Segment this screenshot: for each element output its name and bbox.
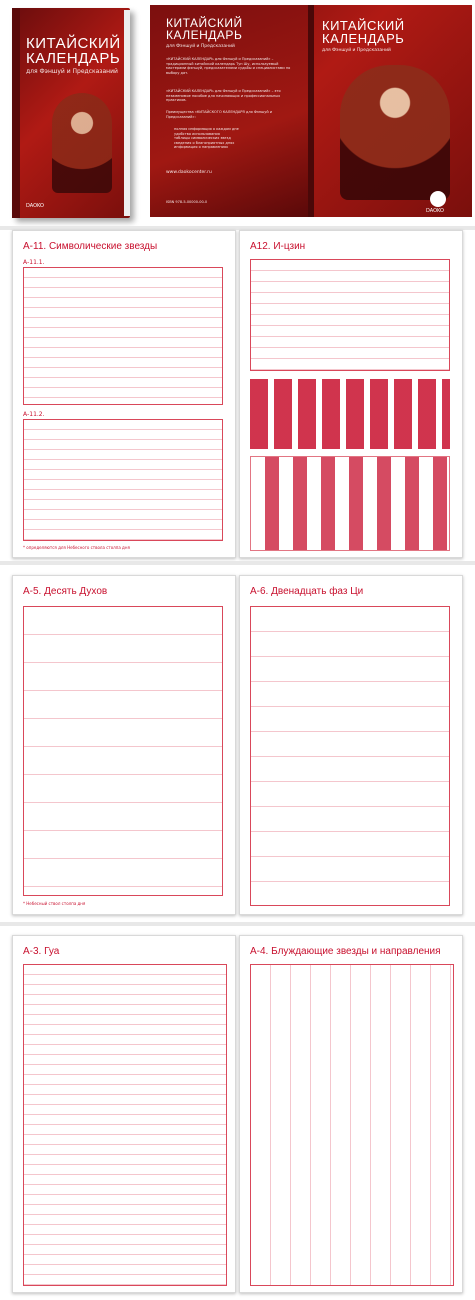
bullet-list	[174, 127, 294, 150]
book-3d-logo: DAOKO	[26, 203, 44, 209]
subsection-label-2: А-11.2.	[23, 411, 45, 418]
table-a11-2	[23, 419, 223, 541]
page-a11	[12, 230, 236, 558]
sage-illustration	[340, 65, 450, 200]
table-a3	[23, 964, 227, 1286]
bullet-3: таблицы символических звезд	[174, 136, 231, 140]
desc-para-3: Преимущества «КИТАЙСКОГО КАЛЕНДАРЯ для Фэншуй и Предсказаний»:	[166, 110, 272, 119]
bullet-5: информация о направлениях	[174, 145, 229, 149]
front-subtitle: для Фэншуй и Предсказаний	[322, 48, 391, 53]
bullet-1: полная информация о каждом дне	[174, 127, 239, 131]
front-logo: DAOKO	[426, 208, 444, 214]
table-a11-1	[23, 267, 223, 405]
page-a4	[239, 935, 463, 1293]
hero-section	[0, 0, 475, 225]
book-3d-title-2: КАЛЕНДАРЬ	[26, 50, 121, 67]
table-a12	[250, 259, 450, 371]
trigram-rows	[250, 379, 450, 449]
table-a4	[250, 964, 454, 1286]
isbn: ISBN 978-5-00000-00-0	[166, 200, 208, 204]
book-3d-spine	[12, 8, 20, 218]
page-a12	[239, 230, 463, 558]
book-spine	[308, 5, 314, 217]
table-a6	[250, 606, 450, 906]
site-url: www.daokocenter.ru	[166, 170, 212, 175]
page-title: А-5. Десять Духов	[23, 586, 108, 597]
desc-para-1: «КИТАЙСКИЙ КАЛЕНДАРЬ для Фэншуй и Предсказаний» – традиционный китайский календарь Тун Шу, используемый мастерами фэншуй, предсказателями судьбы и специалистами по выбору дат.	[166, 57, 291, 75]
page-title: А-3. Гуа	[23, 946, 60, 957]
separator-2	[0, 561, 475, 565]
footnote: * Небесный ствол столпа дня	[23, 901, 86, 906]
bullet-2: удобство использования	[174, 131, 220, 136]
book-3d	[12, 8, 130, 218]
page-a5	[12, 575, 236, 915]
subsection-label-1: А-11.1.	[23, 259, 45, 266]
symbol-grid	[250, 456, 450, 551]
page-a6	[239, 575, 463, 915]
front-title-2: КАЛЕНДАРЬ	[322, 31, 405, 46]
page-title: А-4. Блуждающие звезды и направления	[250, 946, 441, 957]
back-subtitle: для Фэншуй и Предсказаний	[166, 44, 235, 49]
footnote: * определяются для Небесного ствола столпа дня	[23, 545, 130, 550]
book-3d-title-1: КИТАЙСКИЙ	[26, 35, 121, 52]
front-title-1: КИТАЙСКИЙ	[322, 18, 405, 33]
separator-3	[0, 922, 475, 926]
desc-para-2: «КИТАЙСКИЙ КАЛЕНДАРЬ для Фэншуй и Предсказаний» – это незаменимое пособие для начинающих и профессиональных практиков.	[166, 89, 281, 102]
book-flat	[150, 5, 472, 217]
book-3d-illustration	[52, 93, 112, 193]
bullet-4: сведения о благоприятных днях	[174, 140, 235, 145]
page-title: А-11. Символические звезды	[23, 241, 158, 252]
page-title: А-6. Двенадцать фаз Ци	[250, 586, 364, 597]
page-a3	[12, 935, 236, 1293]
back-title: КИТАЙСКИЙ КАЛЕНДАРЬ	[166, 16, 243, 42]
logo-mark	[430, 191, 446, 207]
book-3d-subtitle: для Фэншуй и Предсказаний	[26, 68, 118, 75]
page-title: А12. И-цзин	[250, 241, 306, 252]
table-a5	[23, 606, 223, 896]
